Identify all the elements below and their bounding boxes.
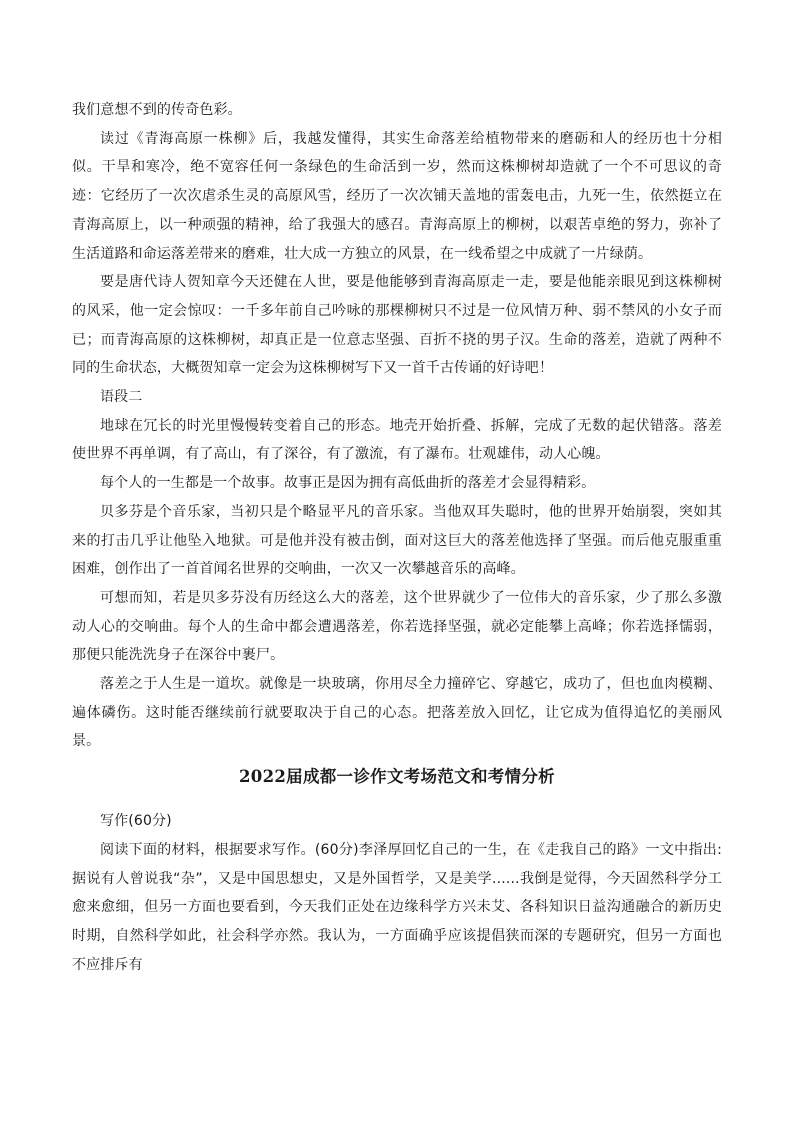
paragraph: 贝多芬是个音乐家，当初只是个略显平凡的音乐家。当他双耳失聪时，他的世界开始崩裂，突如其来的打击几乎让他坠入地狱。可是他并没有被击倒，面对这巨大的落差他选择了坚强。而后他克服重重困难，创作出了一首首闻名世界的交响曲，一次又一次攀越音乐的高峰。 bbox=[72, 503, 722, 578]
section-label: 语段二 bbox=[100, 389, 143, 406]
paragraph: 阅读下面的材料，根据要求写作。(60分)李泽厚回忆自己的一生，在《走我自己的路》一文中指出:据说有人曾说我“杂”，又是中国思想史，又是外国哲学，又是美学......我倒是觉得，今天固然科学分工愈来愈细，但另一方面也要看到，今天我们正处在边缘科学方兴未艾、各科知识日益沟通融合的新历史时期，自然科学如此，社会科学亦然。我认为，一方面确乎应该提倡狭而深的专题研究，但另一方面也不应排斥有 bbox=[72, 841, 722, 973]
paragraph-continuation: 我们意想不到的传奇色彩。 bbox=[72, 102, 242, 118]
document-page bbox=[72, 96, 722, 979]
section-title: 2022届成都一诊作文考场范文和考情分析 bbox=[239, 767, 555, 787]
paragraph: 要是唐代诗人贺知章今天还健在人世，要是他能够到青海高原走一走，要是他能亲眼见到这株柳树的风采，他一定会惊叹：一千多年前自己吟咏的那棵柳树只不过是一位风情万种、弱不禁风的小女子而已；而青海高原的这株柳树，却真正是一位意志坚强、百折不挠的男子汉。生命的落差，造就了两种不同的生命状态，大概贺知章一定会为这株柳树写下又一首千古传诵的好诗吧！ bbox=[72, 274, 722, 377]
writing-heading: 写作(60分) bbox=[100, 813, 172, 830]
paragraph: 落差之于人生是一道坎。就像是一块玻璃，你用尽全力撞碎它、穿越它，成功了，但也血肉模糊、遍体磷伤。这时能否继续前行就要取决于自己的心态。把落差放入回忆，让它成为值得追忆的美丽风景。 bbox=[72, 676, 722, 750]
paragraph: 可想而知，若是贝多芬没有历经这么大的落差，这个世界就少了一位伟大的音乐家，少了那么多激动人心的交响曲。每个人的生命中都会遭遇落差，你若选择坚强，就必定能攀上高峰；你若选择懦弱，那便只能洗洗身子在深谷中裹尸。 bbox=[72, 589, 722, 664]
paragraph: 读过《青海高原一株柳》后，我越发懂得，其实生命落差给植物带来的磨砺和人的经历也十分相似。干旱和寒冷，绝不宽容任何一条绿色的生命活到一岁，然而这株柳树却造就了一个不可思议的奇迹：它经历了一次次虐杀生灵的高原风雪，经历了一次次铺天盖地的雷轰电击，九死一生，依然挺立在青海高原上，以一种顽强的精神，给了我强大的感召。青海高原上的柳树，以艰苦卓绝的努力，弥补了生活道路和命运落差带来的磨难，壮大成一方独立的风景，在一线希望之中成就了一片绿荫。 bbox=[72, 130, 722, 262]
paragraph: 地球在冗长的时光里慢慢转变着自己的形态。地壳开始折叠、拆解，完成了无数的起伏错落。落差使世界不再单调，有了高山，有了深谷，有了激流，有了瀑布。壮观雄伟，动人心魄。 bbox=[72, 417, 722, 463]
paragraph: 每个人的一生都是一个故事。故事正是因为拥有高低曲折的落差才会显得精彩。 bbox=[100, 475, 596, 492]
